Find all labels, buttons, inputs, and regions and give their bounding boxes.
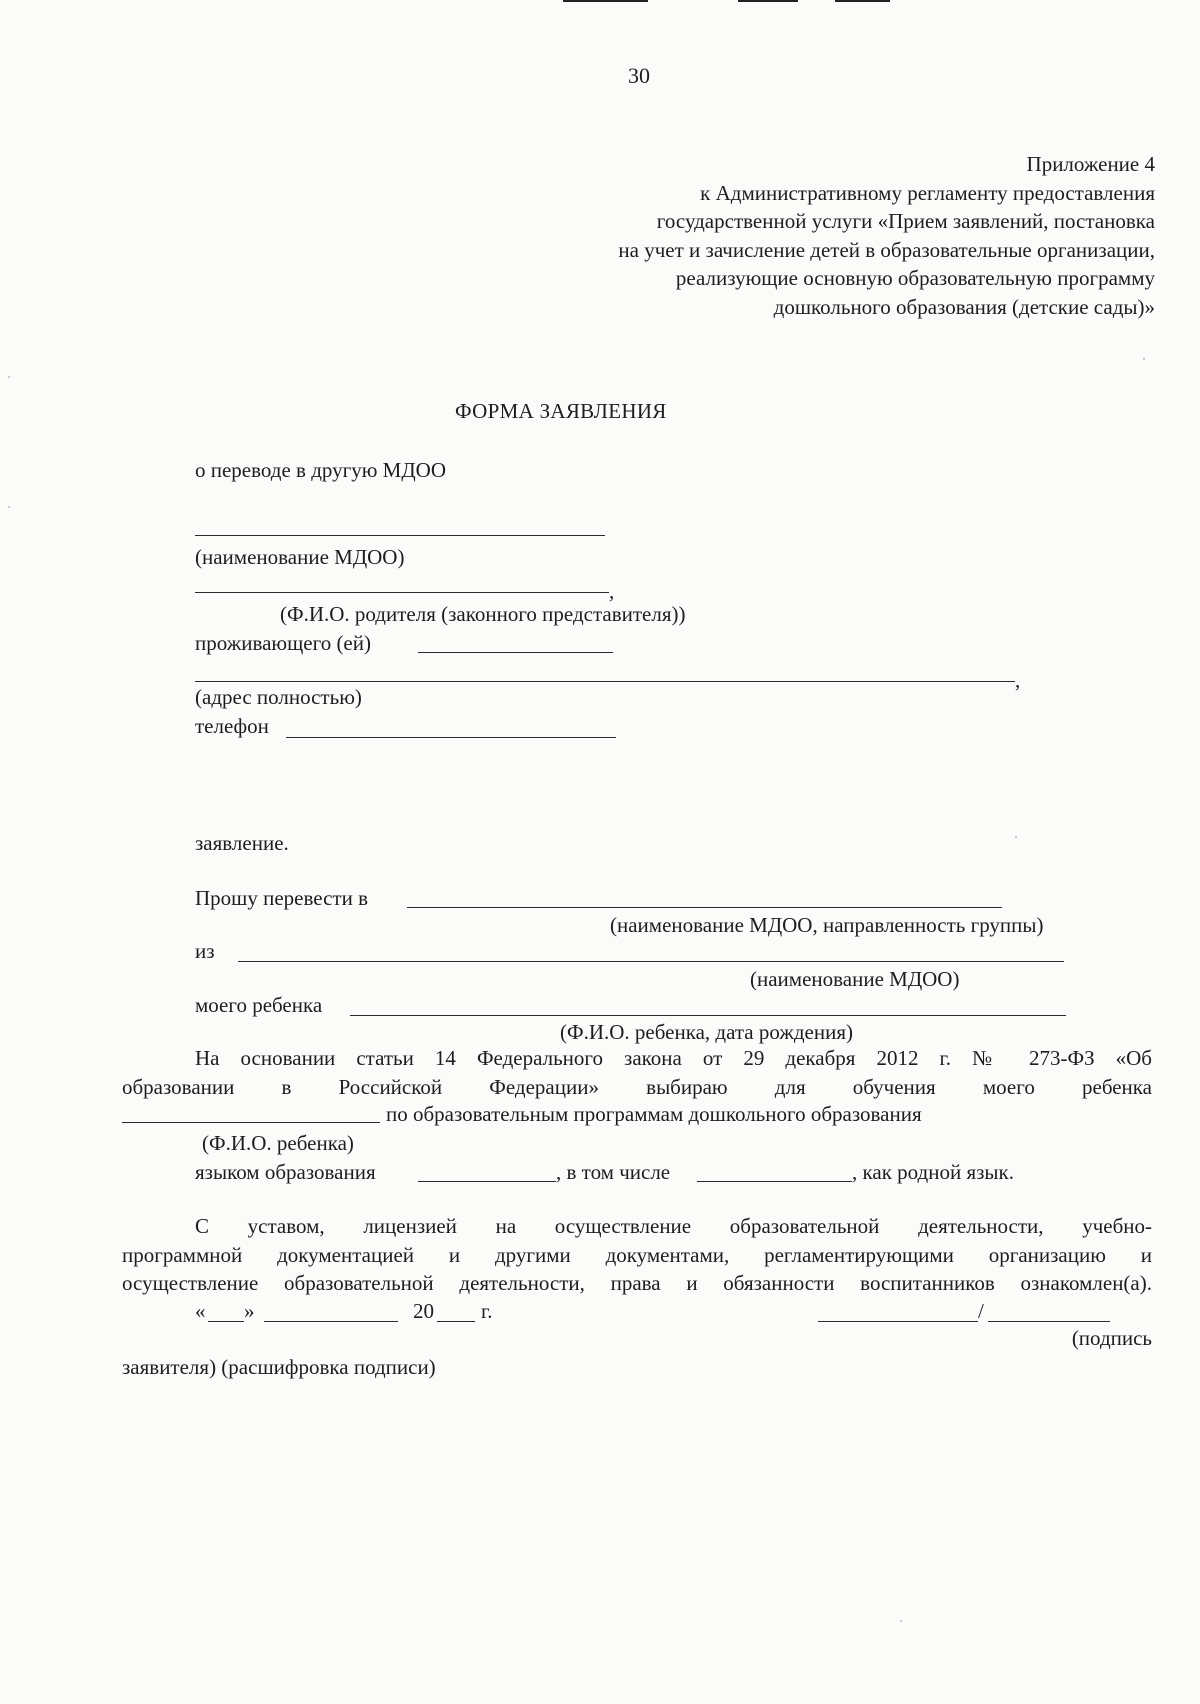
signature-decoding-field[interactable] <box>988 1321 1110 1322</box>
appendix-block <box>618 150 1155 321</box>
comma: , <box>609 579 615 603</box>
law-text-line: образовании в Российской Федерации» выбираю для обучения моего ребенка <box>122 1075 1152 1099</box>
parent-name-field[interactable] <box>195 592 609 593</box>
lang-label: языком образования <box>195 1160 376 1184</box>
law-child-field[interactable] <box>122 1122 380 1123</box>
ack-text-line: С уставом, лицензией на осуществление образовательной деятельности, учебно- <box>195 1214 1152 1238</box>
native-language-field[interactable] <box>697 1181 852 1182</box>
transfer-to-caption: (наименование МДОО, направленность группы) <box>610 913 1044 937</box>
top-edge-mark <box>738 0 798 2</box>
signature-caption: (подпись <box>1071 1326 1152 1350</box>
scan-speck <box>900 1620 902 1622</box>
appendix-line: на учет и зачисление детей в образовательные организации, <box>618 237 1155 262</box>
mdoo-caption: (наименование МДОО) <box>195 545 405 569</box>
top-edge-mark <box>563 0 648 2</box>
scan-speck <box>1015 836 1017 838</box>
form-title: ФОРМА ЗАЯВЛЕНИЯ <box>455 399 667 423</box>
transfer-to-field[interactable] <box>407 907 1002 908</box>
ack-text-line: осуществление образовательной деятельности, права и обязанности воспитанников ознакомлен(а). <box>122 1271 1152 1295</box>
comma: , <box>1015 668 1021 692</box>
living-label: проживающего (ей) <box>195 631 371 655</box>
lang-end: , как родной язык. <box>852 1160 1014 1184</box>
date-day-field[interactable] <box>208 1321 244 1322</box>
appendix-line: Приложение 4 <box>1026 152 1155 176</box>
signature-separator: / <box>978 1299 984 1323</box>
transfer-to-label: Прошу перевести в <box>195 886 369 910</box>
from-label: из <box>195 939 215 963</box>
date-open-quote: « <box>195 1299 206 1323</box>
date-close-quote: » <box>244 1299 255 1323</box>
form-subject: о переводе в другую МДОО <box>195 458 447 482</box>
mdoo-name-field[interactable] <box>195 535 605 536</box>
top-edge-mark <box>835 0 890 2</box>
address-caption: (адрес полностью) <box>195 685 362 709</box>
living-field[interactable] <box>418 652 613 653</box>
year-prefix: 20 <box>413 1299 434 1323</box>
year-suffix: г. <box>481 1299 493 1323</box>
signature-field[interactable] <box>818 1321 978 1322</box>
date-year-field[interactable] <box>437 1321 475 1322</box>
address-field[interactable] <box>195 681 1015 682</box>
appendix-line: государственной услуги «Прием заявлений, постановка <box>656 209 1155 233</box>
ack-text-line: программной документацией и другими документами, регламентирующими организацию и <box>122 1243 1152 1267</box>
scan-speck <box>8 376 10 378</box>
appendix-line: дошкольного образования (детские сады)» <box>773 294 1155 319</box>
signature-caption-continued: заявителя) (расшифровка подписи) <box>122 1355 436 1379</box>
parent-caption: (Ф.И.О. родителя (законного представителя)) <box>280 602 686 626</box>
from-field[interactable] <box>238 961 1064 962</box>
child-caption: (Ф.И.О. ребенка, дата рождения) <box>560 1020 853 1044</box>
appendix-line: реализующие основную образовательную программу <box>675 266 1155 290</box>
phone-label: телефон <box>195 714 269 738</box>
language-field[interactable] <box>418 1181 556 1182</box>
appendix-line: к Административному регламенту предоставления <box>700 180 1155 205</box>
statement-word: заявление. <box>195 831 289 855</box>
lang-mid: , в том числе <box>556 1160 671 1184</box>
date-month-field[interactable] <box>264 1321 398 1322</box>
child-field[interactable] <box>350 1015 1066 1016</box>
scan-speck <box>1143 358 1145 360</box>
law-text-line: На основании статьи 14 Федерального закона от 29 декабря 2012 г. № 273-ФЗ «Об <box>195 1046 1152 1070</box>
from-caption: (наименование МДОО) <box>750 967 960 991</box>
law-text-line: по образовательным программам дошкольного образования <box>386 1102 922 1126</box>
scan-speck <box>8 506 10 508</box>
phone-field[interactable] <box>286 737 616 738</box>
page-number: 30 <box>628 63 650 88</box>
law-child-caption: (Ф.И.О. ребенка) <box>202 1131 354 1155</box>
child-label: моего ребенка <box>195 993 323 1017</box>
